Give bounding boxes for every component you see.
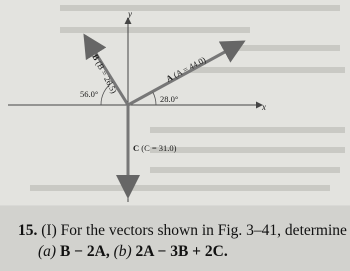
angle-arc-a bbox=[153, 92, 156, 105]
vector-b-label: B (B = 26.5) bbox=[90, 52, 120, 95]
part-a-expression: B − 2A, bbox=[59, 243, 110, 260]
part-b-label: (b) bbox=[113, 243, 132, 260]
angle-b-label: 56.0° bbox=[80, 89, 99, 99]
x-axis-label: x bbox=[262, 102, 266, 112]
vector-a-label: A (A = 44.0) bbox=[164, 54, 208, 84]
problem-number: 15. bbox=[18, 222, 38, 239]
part-a-label: (a) bbox=[38, 243, 57, 260]
y-axis-label: y bbox=[128, 9, 132, 19]
angle-a-label: 28.0° bbox=[160, 94, 179, 104]
problem-statement bbox=[0, 206, 350, 271]
problem-level: (I) bbox=[41, 222, 57, 239]
part-b-expression: 2A − 3B + 2C. bbox=[135, 243, 228, 260]
problem-line-2 bbox=[38, 243, 228, 261]
problem-line-1 bbox=[18, 222, 347, 240]
vector-c-label: C (C = 31.0) bbox=[133, 143, 177, 153]
problem-text: For the vectors shown in Fig. 3–41, determine bbox=[60, 222, 347, 239]
